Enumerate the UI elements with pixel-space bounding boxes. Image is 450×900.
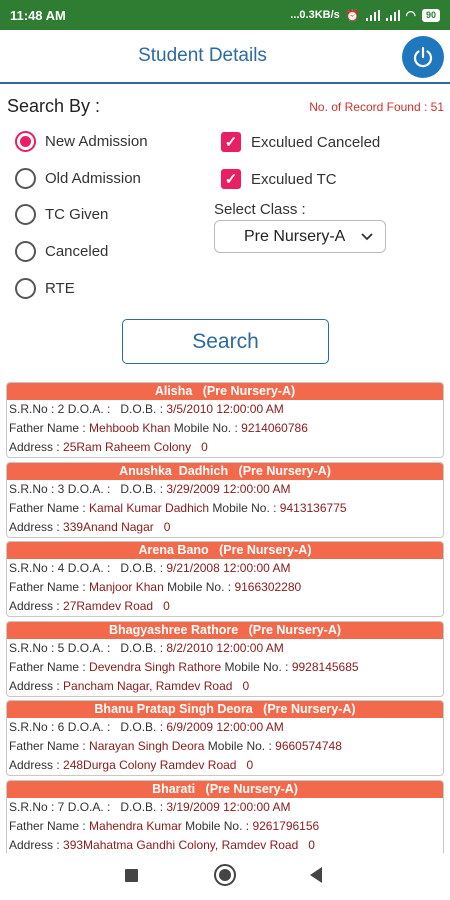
radio-label: New Admission xyxy=(45,133,148,150)
radio-button[interactable] xyxy=(15,168,36,189)
select-class-label: Select Class : xyxy=(214,201,306,218)
class-select[interactable] xyxy=(214,220,386,253)
logout-button[interactable] xyxy=(402,36,444,78)
radio-button[interactable] xyxy=(15,241,36,262)
radio-label: Old Admission xyxy=(45,170,141,187)
checkbox-label: Exculued TC xyxy=(251,170,337,188)
father-label: Father Name : xyxy=(9,580,90,594)
mobile-label: Mobile No. : xyxy=(204,739,276,753)
father-value: Mehboob Khan xyxy=(89,421,171,435)
radio-label: RTE xyxy=(45,280,75,297)
status-bar xyxy=(0,0,450,30)
address-value: 339Anand Nagar 0 xyxy=(63,519,171,534)
battery-icon: 90 xyxy=(422,9,440,22)
system-nav-bar xyxy=(0,853,450,900)
alarm-icon: ⏰ xyxy=(345,9,360,22)
radio-old-admission[interactable] xyxy=(15,168,141,189)
student-list[interactable] xyxy=(6,382,444,853)
search-button[interactable]: Search xyxy=(122,319,329,364)
radio-tc-given[interactable] xyxy=(15,204,108,225)
back-triangle-icon[interactable] xyxy=(310,867,322,883)
radio-rte[interactable] xyxy=(15,278,75,299)
checkbox-excluded-canceled[interactable] xyxy=(221,132,380,152)
father-label: Father Name : xyxy=(9,818,90,833)
chevron-down-icon xyxy=(359,228,375,244)
signal-icon xyxy=(366,10,380,21)
father-value: Kamal Kumar Dadhich xyxy=(89,500,210,515)
mobile-label: Mobile No. : xyxy=(170,421,242,435)
mobile-label: Mobile No. : xyxy=(163,580,235,594)
student-info-line xyxy=(7,559,443,578)
network-speed: ...0.3KB/s xyxy=(290,9,340,21)
father-line xyxy=(7,658,443,677)
mobile-value: 9413136775 xyxy=(279,500,347,515)
father-value: Manjoor Khan xyxy=(89,580,164,594)
father-line xyxy=(7,817,443,836)
student-info-line xyxy=(7,400,443,419)
student-name: Bharati (Pre Nursery-A) xyxy=(7,781,443,798)
signal-icon-2 xyxy=(386,10,400,21)
mobile-value: 9660574748 xyxy=(275,739,342,753)
address-line xyxy=(7,677,443,696)
radio-new-admission[interactable] xyxy=(15,131,148,152)
mobile-value: 9214060786 xyxy=(241,421,308,435)
address-value: 248Durga Colony Ramdev Road 0 xyxy=(63,758,254,772)
student-card[interactable] xyxy=(6,382,444,458)
sr-doa-dob-label: S.R.No : 5 D.O.A. : D.O.B. : xyxy=(9,640,167,655)
mobile-label: Mobile No. : xyxy=(221,659,292,674)
student-info-line xyxy=(7,798,443,817)
father-line xyxy=(7,419,443,438)
address-value: 27Ramdev Road 0 xyxy=(63,599,170,613)
mobile-label: Mobile No. : xyxy=(181,818,253,833)
father-line xyxy=(7,499,443,518)
father-line xyxy=(7,578,443,597)
sr-doa-dob-label: S.R.No : 7 D.O.A. : D.O.B. : xyxy=(9,799,167,814)
address-value: Pancham Nagar, Ramdev Road 0 xyxy=(63,678,250,693)
student-card[interactable] xyxy=(6,541,444,617)
mobile-label: Mobile No. : xyxy=(209,500,280,515)
dob-value: 3/29/2009 12:00:00 AM xyxy=(166,481,291,496)
check-icon[interactable]: ✓ xyxy=(221,132,241,152)
radio-button[interactable] xyxy=(15,278,36,299)
status-time: 11:48 AM xyxy=(10,7,66,23)
father-value: Devendra Singh Rathore xyxy=(89,659,222,674)
dob-value: 9/21/2008 12:00:00 AM xyxy=(166,561,291,575)
wifi-icon: ◠ xyxy=(405,8,416,22)
father-line xyxy=(7,737,443,756)
address-label: Address : xyxy=(9,678,64,693)
sr-doa-dob-label: S.R.No : 6 D.O.A. : D.O.B. : xyxy=(9,720,167,734)
address-line xyxy=(7,518,443,537)
father-label: Father Name : xyxy=(9,739,90,753)
mobile-value: 9928145685 xyxy=(291,659,359,674)
student-info-line xyxy=(7,480,443,499)
dob-value: 3/5/2010 12:00:00 AM xyxy=(166,402,284,416)
student-info-line xyxy=(7,718,443,737)
recents-square-icon[interactable] xyxy=(125,869,138,882)
student-card[interactable] xyxy=(6,462,444,538)
sr-doa-dob-label: S.R.No : 3 D.O.A. : D.O.B. : xyxy=(9,481,167,496)
address-label: Address : xyxy=(9,599,64,613)
student-card[interactable] xyxy=(6,780,444,854)
dob-value: 3/19/2009 12:00:00 AM xyxy=(166,799,291,814)
radio-button[interactable] xyxy=(15,204,36,225)
power-icon xyxy=(411,45,435,69)
student-card[interactable] xyxy=(6,700,444,776)
mobile-value: 9166302280 xyxy=(234,580,302,594)
student-name: Bhanu Pratap Singh Deora (Pre Nursery-A) xyxy=(7,701,443,718)
student-name: Anushka Dadhich (Pre Nursery-A) xyxy=(7,463,443,480)
records-found: No. of Record Found : 51 xyxy=(309,100,444,114)
check-icon[interactable]: ✓ xyxy=(221,169,241,189)
radio-canceled[interactable] xyxy=(15,241,108,262)
father-value: Narayan Singh Deora xyxy=(89,739,205,753)
father-label: Father Name : xyxy=(9,659,90,674)
mobile-value: 9261796156 xyxy=(252,818,320,833)
father-label: Father Name : xyxy=(9,421,90,435)
address-label: Address : xyxy=(9,758,64,772)
address-label: Address : xyxy=(9,440,64,454)
student-name: Bhagyashree Rathore (Pre Nursery-A) xyxy=(7,622,443,639)
address-value: 25Ram Raheem Colony 0 xyxy=(63,440,208,454)
student-card[interactable] xyxy=(6,621,444,697)
address-line xyxy=(7,438,443,457)
checkbox-excluded-tc[interactable] xyxy=(221,169,337,189)
page-title: Student Details xyxy=(138,45,267,66)
father-value: Mahendra Kumar xyxy=(89,818,182,833)
student-name: Alisha (Pre Nursery-A) xyxy=(7,383,443,400)
sr-doa-dob-label: S.R.No : 2 D.O.A. : D.O.B. : xyxy=(9,402,167,416)
address-line xyxy=(7,597,443,616)
student-info-line xyxy=(7,639,443,658)
sr-doa-dob-label: S.R.No : 4 D.O.A. : D.O.B. : xyxy=(9,561,167,575)
address-label: Address : xyxy=(9,519,64,534)
address-value: 393Mahatma Gandhi Colony, Ramdev Road 0 xyxy=(63,837,315,852)
student-name: Arena Bano (Pre Nursery-A) xyxy=(7,542,443,559)
radio-label: TC Given xyxy=(45,206,109,223)
app-bar xyxy=(0,30,450,84)
home-circle-icon[interactable] xyxy=(214,864,236,886)
address-label: Address : xyxy=(9,837,64,852)
radio-label: Canceled xyxy=(45,243,109,260)
checkbox-label: Exculued Canceled xyxy=(251,133,381,151)
search-by-label: Search By : xyxy=(7,96,101,116)
radio-button[interactable] xyxy=(15,131,36,152)
address-line xyxy=(7,836,443,854)
dob-value: 6/9/2009 12:00:00 AM xyxy=(166,720,284,734)
class-select-value: Pre Nursery-A xyxy=(244,227,346,245)
address-line xyxy=(7,756,443,775)
dob-value: 8/2/2010 12:00:00 AM xyxy=(166,640,284,655)
father-label: Father Name : xyxy=(9,500,90,515)
status-icons xyxy=(290,8,440,22)
